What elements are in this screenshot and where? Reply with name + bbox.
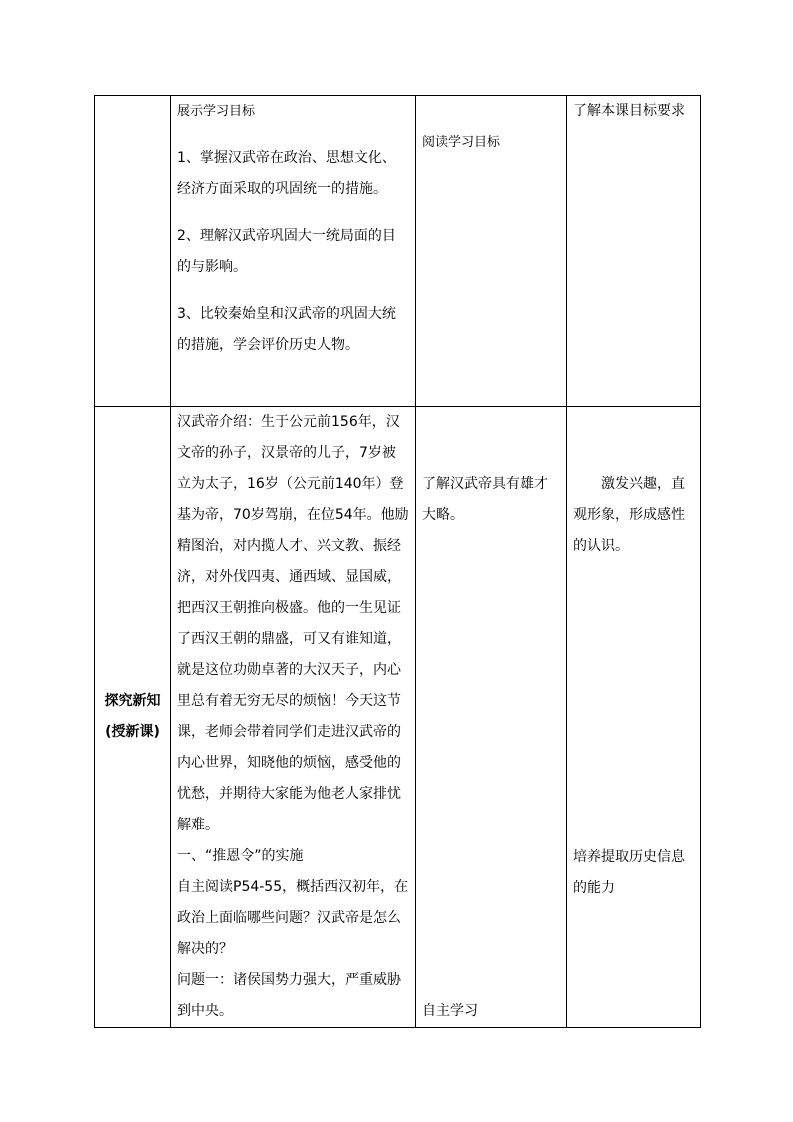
design-intent-text-2: 培养提取历史信息的能力 bbox=[573, 849, 685, 896]
table-row bbox=[95, 407, 701, 1028]
design-intent-text: 了解本课目标要求 bbox=[573, 103, 685, 119]
student-activity-text-2: 自主学习 bbox=[422, 1003, 478, 1019]
student-activity-text: 阅读学习目标 bbox=[422, 135, 501, 150]
table-row bbox=[95, 96, 701, 407]
goal-item-2: 2、理解汉武帝巩固大一统局面的目的与影响。 bbox=[177, 228, 396, 275]
reading-task: 自主阅读P54-55，概括西汉初年，在政治上面临哪些问题？汉武帝是怎么解决的？ bbox=[177, 879, 409, 957]
stage-cell-empty bbox=[95, 96, 171, 407]
student-activity-cell bbox=[416, 96, 567, 407]
student-activity-text-1: 了解汉武帝具有雄才大略。 bbox=[422, 476, 548, 523]
emperor-intro-text: 汉武帝介绍：生于公元前156年，汉文帝的孙子，汉景帝的儿子，7岁被立为太子，16岁（公元前140年）登基为帝，70岁驾崩，在位54年。他励精图治，对内揽人才、兴文教、振经济，对外伐四夷、通西域、显国威，把西汉王朝推向极盛。他的一生见证了西汉王朝的鼎盛，可又有谁知道，就是这位功勋卓著的大汉天子，内心里总有着无穷无尽的烦恼！今天这节课，老师会带着同学们走进汉武帝的内心世界，知晓他的烦恼，感受他的忧愁，并期待大家能为他老人家排忧解难。 bbox=[177, 414, 409, 833]
goal-item-3: 3、比较秦始皇和汉武帝的巩固大统的措施，学会评价历史人物。 bbox=[177, 306, 396, 353]
stage-cell bbox=[95, 407, 171, 1028]
content-cell-new-lesson bbox=[171, 407, 416, 1028]
question-one: 问题一：诸侯国势力强大，严重威胁到中央。 bbox=[177, 972, 401, 1019]
goals-heading: 展示学习目标 bbox=[177, 104, 256, 119]
design-intent-cell bbox=[567, 96, 701, 407]
design-intent-cell bbox=[567, 407, 701, 1028]
section-title: 一、“推恩令”的实施 bbox=[177, 848, 304, 864]
stage-title: 探究新知 bbox=[104, 693, 161, 709]
lesson-plan-table bbox=[94, 95, 701, 1028]
student-activity-cell bbox=[416, 407, 567, 1028]
content-cell-goals bbox=[171, 96, 416, 407]
goal-item-1: 1、掌握汉武帝在政治、思想文化、经济方面采取的巩固统一的措施。 bbox=[177, 150, 396, 197]
stage-subtitle: (授新课) bbox=[105, 724, 160, 740]
design-intent-text-1: 激发兴趣，直观形象，形成感性的认识。 bbox=[573, 476, 685, 554]
